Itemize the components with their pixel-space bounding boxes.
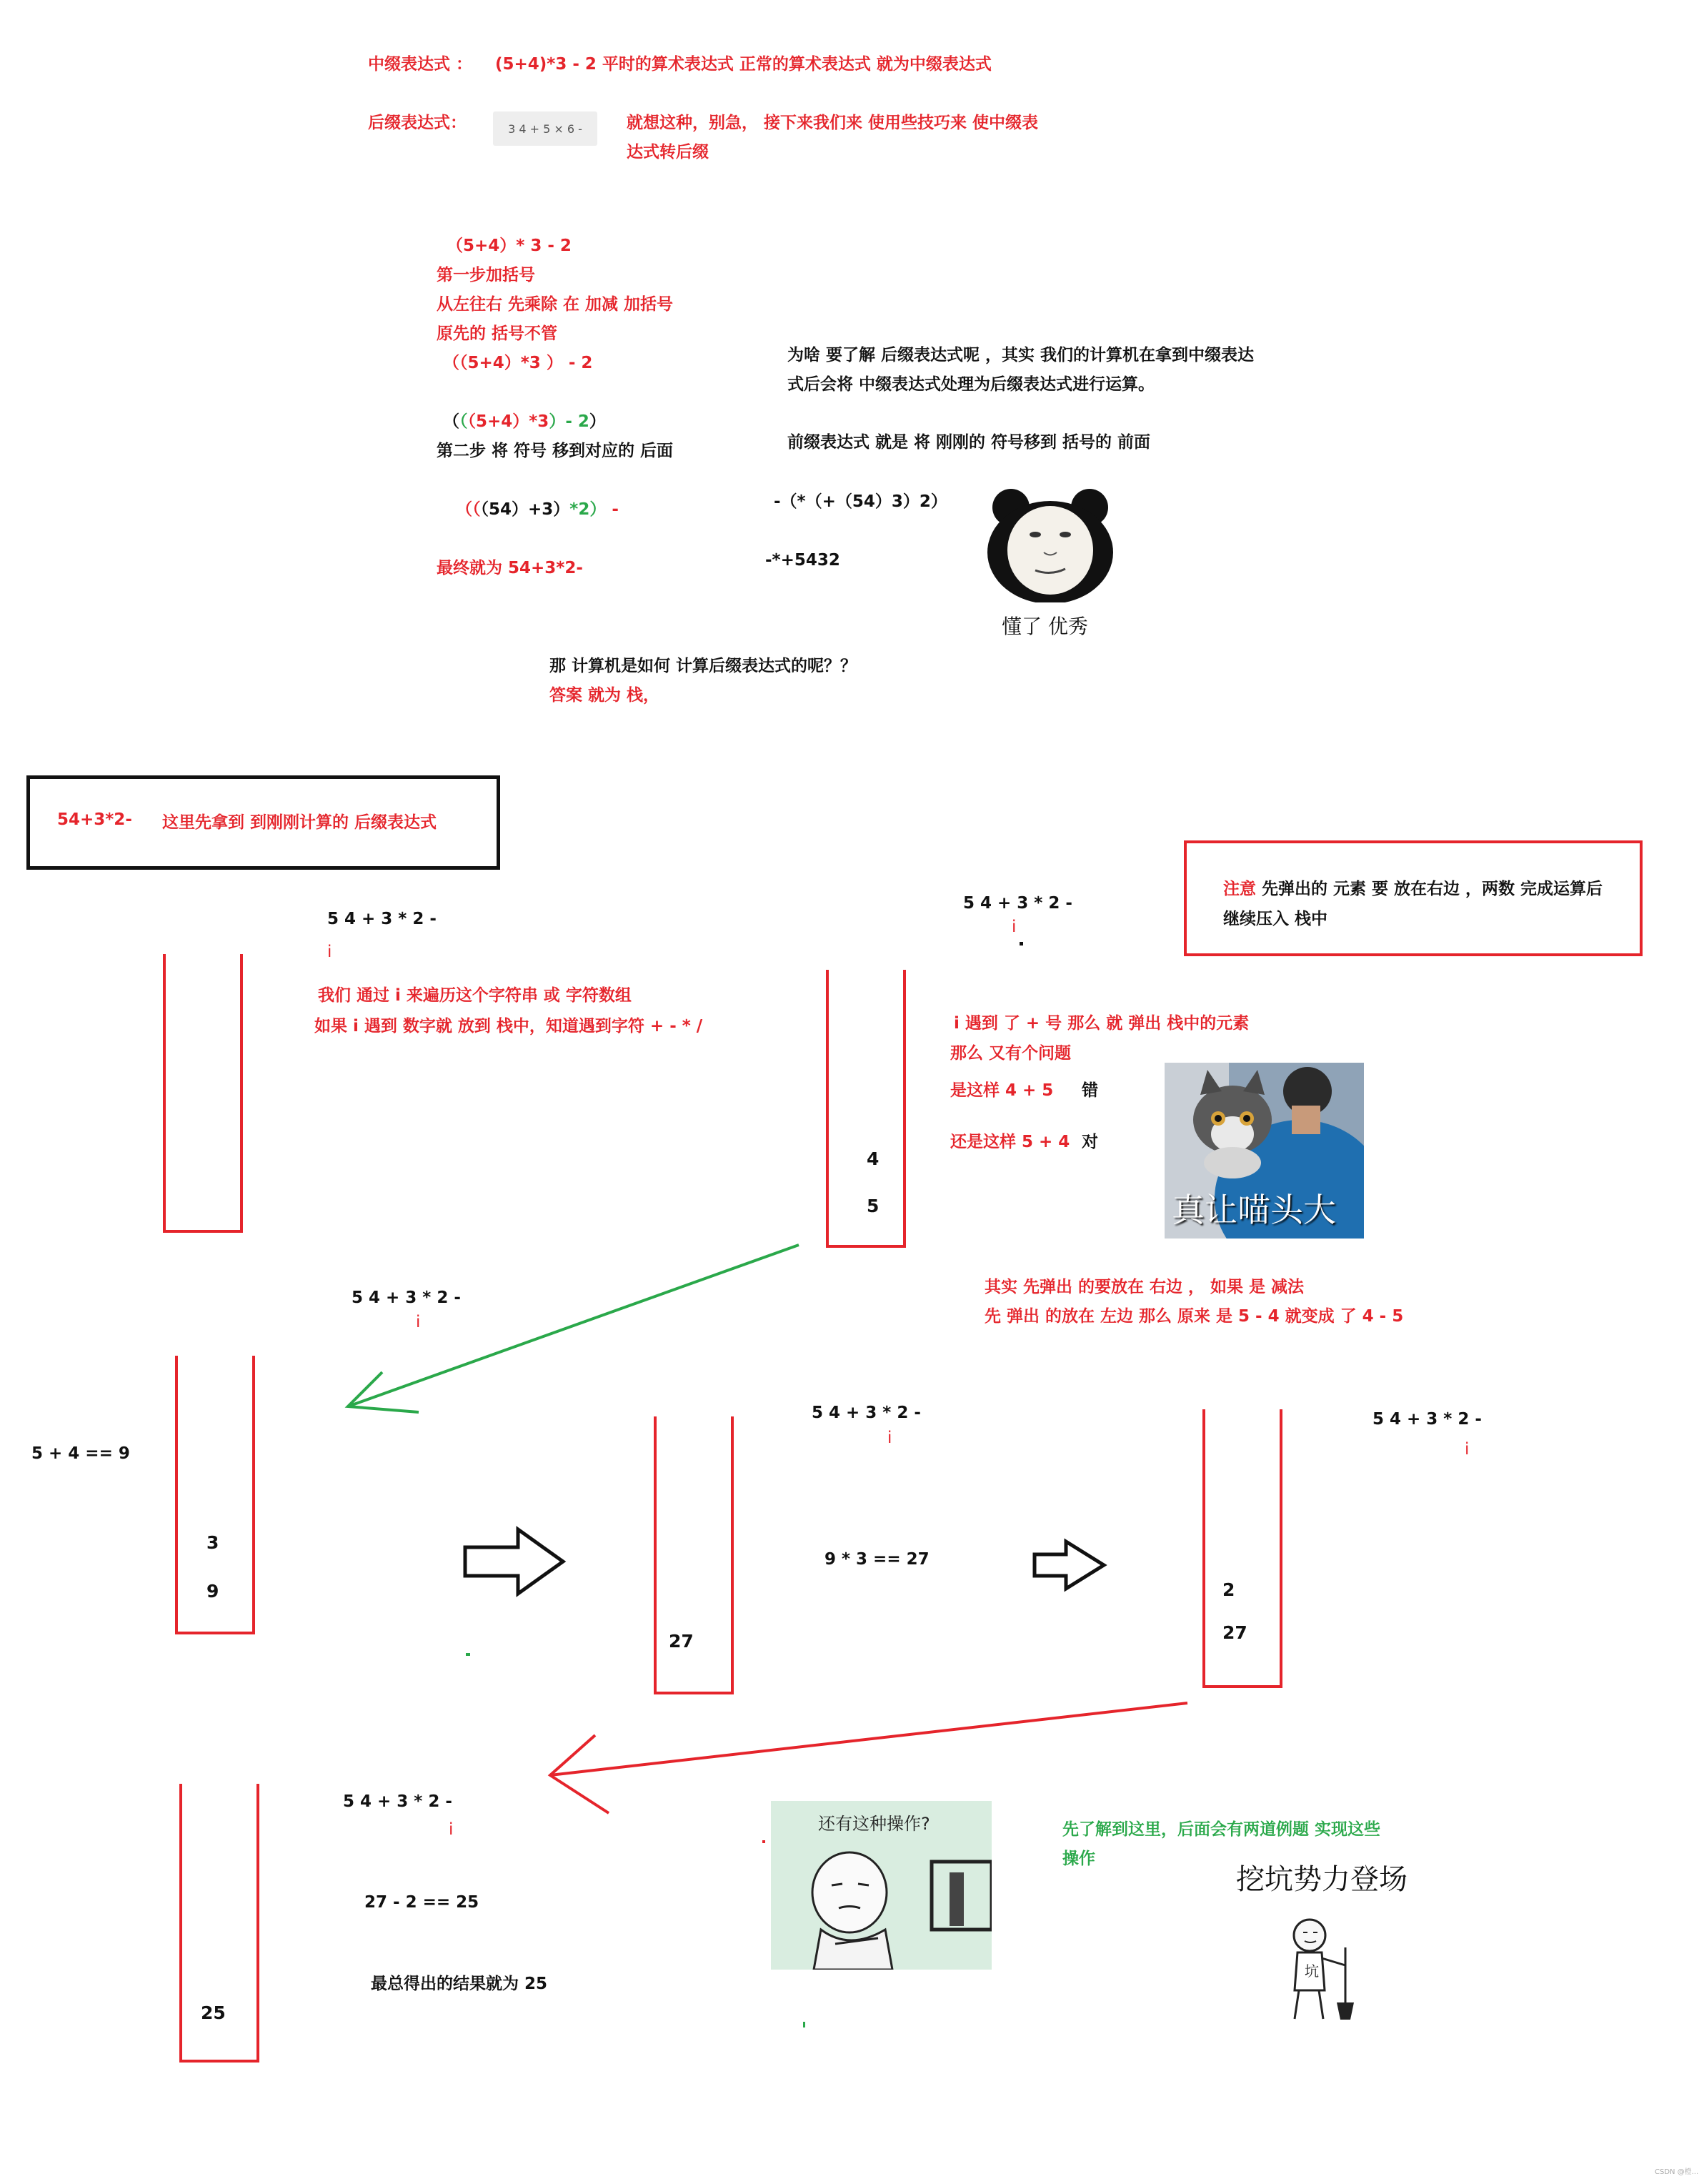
answer-text: 答案 就为 栈， <box>549 686 660 705</box>
panel6-expression: 5 4 + 3 * 2 - <box>343 1792 452 1811</box>
panel6-stack-item: 25 <box>201 2002 226 2023</box>
panel4-expression: 5 4 + 3 * 2 - <box>812 1404 921 1422</box>
panel3-expression: 5 4 + 3 * 2 - <box>352 1289 461 1307</box>
panel2-pointer: i <box>1012 918 1017 936</box>
step-two-title: 第二步 将 符号 移到对应的 后面 <box>437 442 674 460</box>
hollow-arrow-right <box>1035 1542 1104 1589</box>
panel2-stack-item: 5 <box>867 1196 880 1216</box>
panel6-pointer: i <box>449 1820 454 1839</box>
note-text: 先弹出的 元素 要 放在右边 ，两数 完成运算后 <box>1256 880 1603 898</box>
panel3-calc: 5 + 4 == 9 <box>31 1444 130 1463</box>
operation-meme-caption: 还有这种操作? <box>818 1814 930 1834</box>
panel3-stack-item: 9 <box>206 1581 219 1602</box>
panel1-desc1: 我们 通过 i 来遍历这个字符串 或 字符数组 <box>318 986 632 1005</box>
step-one-title: 第一步加括号 <box>437 266 535 284</box>
prefix-result: -*+5432 <box>765 551 840 570</box>
panel2-desc1: i 遇到 了 + 号 那么 就 弹出 栈中的元素 <box>954 1014 1250 1033</box>
green-arrow-head <box>348 1372 419 1412</box>
infix-label: 中缀表达式 ： <box>368 55 473 74</box>
panel6-calc: 27 - 2 == 25 <box>364 1893 479 1912</box>
paren-outer-close: ） <box>589 412 606 431</box>
infix-description: (5+4)*3 - 2 平时的算术表达式 正常的算术表达式 就为中缀表达式 <box>495 55 992 74</box>
paren-inner: （5+4）*3 <box>467 412 549 431</box>
panel2-explain2: 先 弹出 的放在 左边 那么 原来 是 5 - 4 就变成 了 4 - 5 <box>985 1307 1404 1326</box>
postfix-note-line2: 达式转后缀 <box>627 143 709 162</box>
cat-meme-caption: 真让喵头大 <box>1172 1191 1336 1229</box>
step-one-rule: 从左往右 先乘除 在 加减 加括号 <box>437 295 674 314</box>
paren-open-group: （（ <box>456 500 481 519</box>
panel4-pointer: i <box>887 1429 892 1447</box>
panel2-right-tag: 对 <box>1082 1133 1098 1151</box>
panel2-wrong-tag: 错 <box>1082 1081 1098 1100</box>
panel2-right: 还是这样 5 + 4 <box>950 1133 1070 1151</box>
ending-note-line2: 操作 <box>1062 1850 1095 1868</box>
panel1-desc2: 如果 i 遇到 数字就 放到 栈中，知道遇到字符 + - * / <box>314 1017 703 1036</box>
panel3-pointer: i <box>416 1313 421 1331</box>
paren-green-close: ）- 2 <box>549 412 589 431</box>
panda-caption: 懂了 优秀 <box>1002 615 1088 638</box>
panel3-stack-item: 3 <box>206 1532 219 1553</box>
boxed-text: 这里先拿到 到刚刚计算的 后缀表达式 <box>162 813 437 832</box>
prefix-expression: -（*（+（54）3）2） <box>774 492 947 511</box>
hollow-arrow-right <box>465 1529 563 1594</box>
panel2-explain1: 其实 先弹出 的要放在 右边 ， 如果 是 减法 <box>985 1278 1305 1296</box>
note-line2: 继续压入 栈中 <box>1223 910 1328 928</box>
panel6-result: 最总得出的结果就为 25 <box>371 1975 548 1993</box>
ending-note-line1: 先了解到这里，后面会有两道例题 实现这些 <box>1062 1820 1381 1839</box>
why-line2: 式后会将 中缀表达式处理为后缀表达式进行运算。 <box>787 375 1155 394</box>
boxed-expression: 54+3*2- <box>57 810 132 829</box>
postfix-label: 后缀表达式： <box>368 114 467 132</box>
panel2-wrong: 是这样 4 + 5 <box>950 1081 1054 1100</box>
paren-outer-open: （ <box>443 412 459 431</box>
red-arrow <box>550 1703 1187 1775</box>
panel2-desc2: 那么 又有个问题 <box>950 1044 1072 1063</box>
panel2-stack-item: 4 <box>867 1148 880 1169</box>
panel4-stack-item: 27 <box>669 1631 694 1652</box>
panel5-expression: 5 4 + 3 * 2 - <box>1372 1410 1482 1429</box>
paren-mid: （54）+3） <box>480 500 570 519</box>
panel1-expression: 5 4 + 3 * 2 - <box>327 910 437 928</box>
panel1-pointer: i <box>327 943 332 961</box>
why-line1: 为啥 要了解 后缀表达式呢 ，其实 我们的计算机在拿到中缀表达 <box>787 346 1255 364</box>
watermark: CSDN @橙... <box>1655 2168 1699 2176</box>
question-text: 那 计算机是如何 计算后缀表达式的呢？？ <box>549 657 857 675</box>
paren-green-open: （ <box>459 412 468 431</box>
ending-title: 挖坑势力登场 <box>1236 1863 1407 1896</box>
paren-green-tail: *2） <box>569 500 607 519</box>
panel2-expression: 5 4 + 3 * 2 - <box>963 894 1072 913</box>
postfix-example-tag: 3 4 + 5 × 6 - <box>493 111 597 146</box>
step-final: 最终就为 54+3*2- <box>437 559 583 577</box>
green-arrow <box>348 1245 799 1406</box>
step-one-result: （（5+4）*3 ） - 2 <box>443 354 593 372</box>
panel5-stack-item: 27 <box>1222 1622 1247 1643</box>
panel4-calc: 9 * 3 == 27 <box>824 1550 930 1569</box>
paren-minus: - <box>612 500 619 519</box>
note-prefix: 注意 <box>1223 880 1256 898</box>
panel5-pointer: i <box>1465 1440 1470 1459</box>
step-one-note: 原先的 括号不管 <box>437 324 558 343</box>
panel5-stack-item: 2 <box>1222 1579 1235 1600</box>
step-expression: （5+4）* 3 - 2 <box>447 237 572 255</box>
prefix-description: 前缀表达式 就是 将 刚刚的 符号移到 括号的 前面 <box>787 433 1151 452</box>
digging-shirt-text: 坑 <box>1305 1962 1319 1980</box>
postfix-note-line1: 就想这种，别急， 接下来我们来 使用些技巧来 使中缀表 <box>627 114 1039 132</box>
